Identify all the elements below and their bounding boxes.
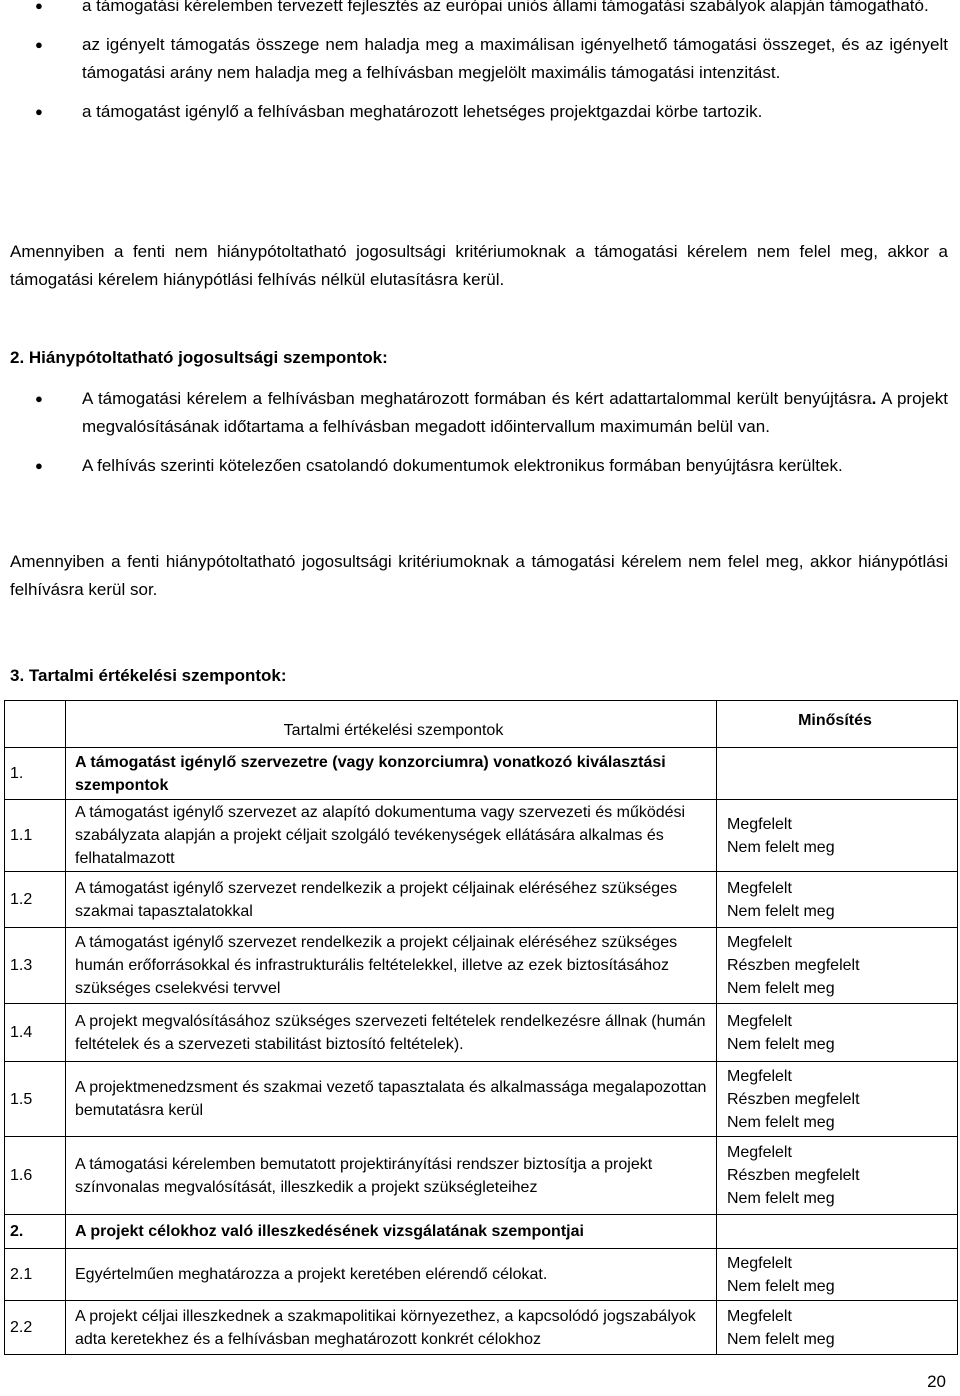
group-title: A támogatást igénylő szervezetre (vagy konzorciumra) vonatkozó kiválasztási szempontok (66, 748, 717, 800)
bullet-icon: ● (35, 104, 43, 119)
group-number: 1. (5, 748, 66, 800)
list-item: ● a támogatási kérelemben tervezett fejlesztés az európai uniós állami támogatási szabályok alapján támogatható. (10, 0, 948, 20)
table-row: 1.3 A támogatást igénylő szervezet rendelkezik a projekt céljainak eléréséhez szükséges humán erőforrásokkal és infrastrukturális feltételekkel, illetve az ezek biztosításához szükséges cselekvési tervvel Megfelelt Részben megfelelt Nem felelt meg (5, 928, 958, 1004)
bullet-icon: ● (35, 0, 43, 13)
list-item: ● a támogatást igénylő a felhívásban meghatározott lehetséges projektgazdai körbe tartozik. (10, 98, 948, 126)
rating-cell: Megfelelt Részben megfelelt Nem felelt meg (717, 1062, 958, 1137)
page-number: 20 (927, 1372, 946, 1391)
eligibility-bullet-list (10, 0, 948, 126)
rating-cell: Megfelelt Nem felelt meg (717, 800, 958, 872)
table-row: 2.1 Egyértelműen meghatározza a projekt keretében elérendő célokat. Megfelelt Nem felelt meg (5, 1249, 958, 1301)
section-3-heading: 3. Tartalmi értékelési szempontok: (10, 666, 287, 685)
supplementable-bullet-list (10, 385, 948, 480)
header-rating: Minősítés (717, 701, 958, 748)
section-2-heading: 2. Hiánypótoltatható jogosultsági szempontok: (10, 348, 388, 367)
rating-cell: Megfelelt Nem felelt meg (717, 1004, 958, 1062)
group-number: 2. (5, 1215, 66, 1249)
table-row: 1.5 A projektmenedzsment és szakmai vezető tapasztalata és alkalmassága megalapozottan bemutatásra kerül Megfelelt Részben megfelelt Nem felelt meg (5, 1062, 958, 1137)
bullet-icon: ● (35, 391, 43, 406)
table-group-row (5, 1215, 958, 1249)
table-row: 1.6 A támogatási kérelemben bemutatott projektirányítási rendszer biztosítja a projekt színvonalas megvalósítását, illeszkedik a projekt szükségleteihez Megfelelt Részben megfelelt Nem felelt meg (5, 1137, 958, 1215)
table-row: 1.2 A támogatást igénylő szervezet rendelkezik a projekt céljainak eléréséhez szükséges szakmai tapasztalatokkal Megfelelt Nem felelt meg (5, 872, 958, 928)
list-item: ● az igényelt támogatás összege nem haladja meg a maximálisan igényelhető támogatási összeget, és az igényelt támogatási arány nem haladja meg a felhívásban megjelölt maximális támogatási intenzitást. (10, 31, 948, 87)
rating-cell: Megfelelt Nem felelt meg (717, 1301, 958, 1355)
bullet-icon: ● (35, 37, 43, 52)
rating-cell: Megfelelt Nem felelt meg (717, 1249, 958, 1301)
rating-cell (717, 1215, 958, 1249)
table-row: 1.1 A támogatást igénylő szervezet az alapító dokumentuma vagy szervezeti és működési szabályzata alapján a projekt céljait szolgáló tevékenységek ellátására alkalmas és felhatalmazott Megfelelt Nem felelt meg (5, 800, 958, 872)
table-header-row (5, 701, 958, 748)
rating-cell: Megfelelt Részben megfelelt Nem felelt meg (717, 1137, 958, 1215)
table-row: 2.2 A projekt céljai illeszkednek a szakmapolitikai környezethez, a kapcsolódó jogszabályok adta keretekhez és a felhívásban meghatározott konkrét célokhoz Megfelelt Nem felelt meg (5, 1301, 958, 1355)
table-row: 1.4 A projekt megvalósításához szükséges szervezeti feltételek rendelkezésre állnak (humán feltételek és a szervezeti stabilitást biztosító feltételek). Megfelelt Nem felelt meg (5, 1004, 958, 1062)
list-item: ● A támogatási kérelem a felhívásban meghatározott formában és kért adattartalommal került benyújtásra. A projekt megvalósításának időtartama a felhívásban megadott időintervallum maximumán belül van. (10, 385, 948, 441)
header-criteria: Tartalmi értékelési szempontok (66, 701, 717, 748)
group-title: A projekt célokhoz való illeszkedésének vizsgálatának szempontjai (66, 1215, 717, 1249)
table-group-row (5, 748, 958, 800)
list-item: ● A felhívás szerinti kötelezően csatolandó dokumentumok elektronikus formában benyújtásra kerültek. (10, 452, 948, 480)
rating-cell: Megfelelt Nem felelt meg (717, 872, 958, 928)
supplement-paragraph: Amennyiben a fenti hiánypótoltatható jogosultsági kritériumoknak a támogatási kérelem nem felel meg, akkor hiánypótlási felhívásra kerül sor. (10, 552, 948, 599)
evaluation-criteria-table (4, 700, 958, 1355)
rating-cell (717, 748, 958, 800)
header-num-cell (5, 701, 66, 748)
bullet-icon: ● (35, 458, 43, 473)
rating-cell: Megfelelt Részben megfelelt Nem felelt meg (717, 928, 958, 1004)
rejection-paragraph: Amennyiben a fenti nem hiánypótoltatható jogosultsági kritériumoknak a támogatási kérelem nem felel meg, akkor a támogatási kérelem hiánypótlási felhívás nélkül elutasításra kerül. (10, 242, 948, 289)
